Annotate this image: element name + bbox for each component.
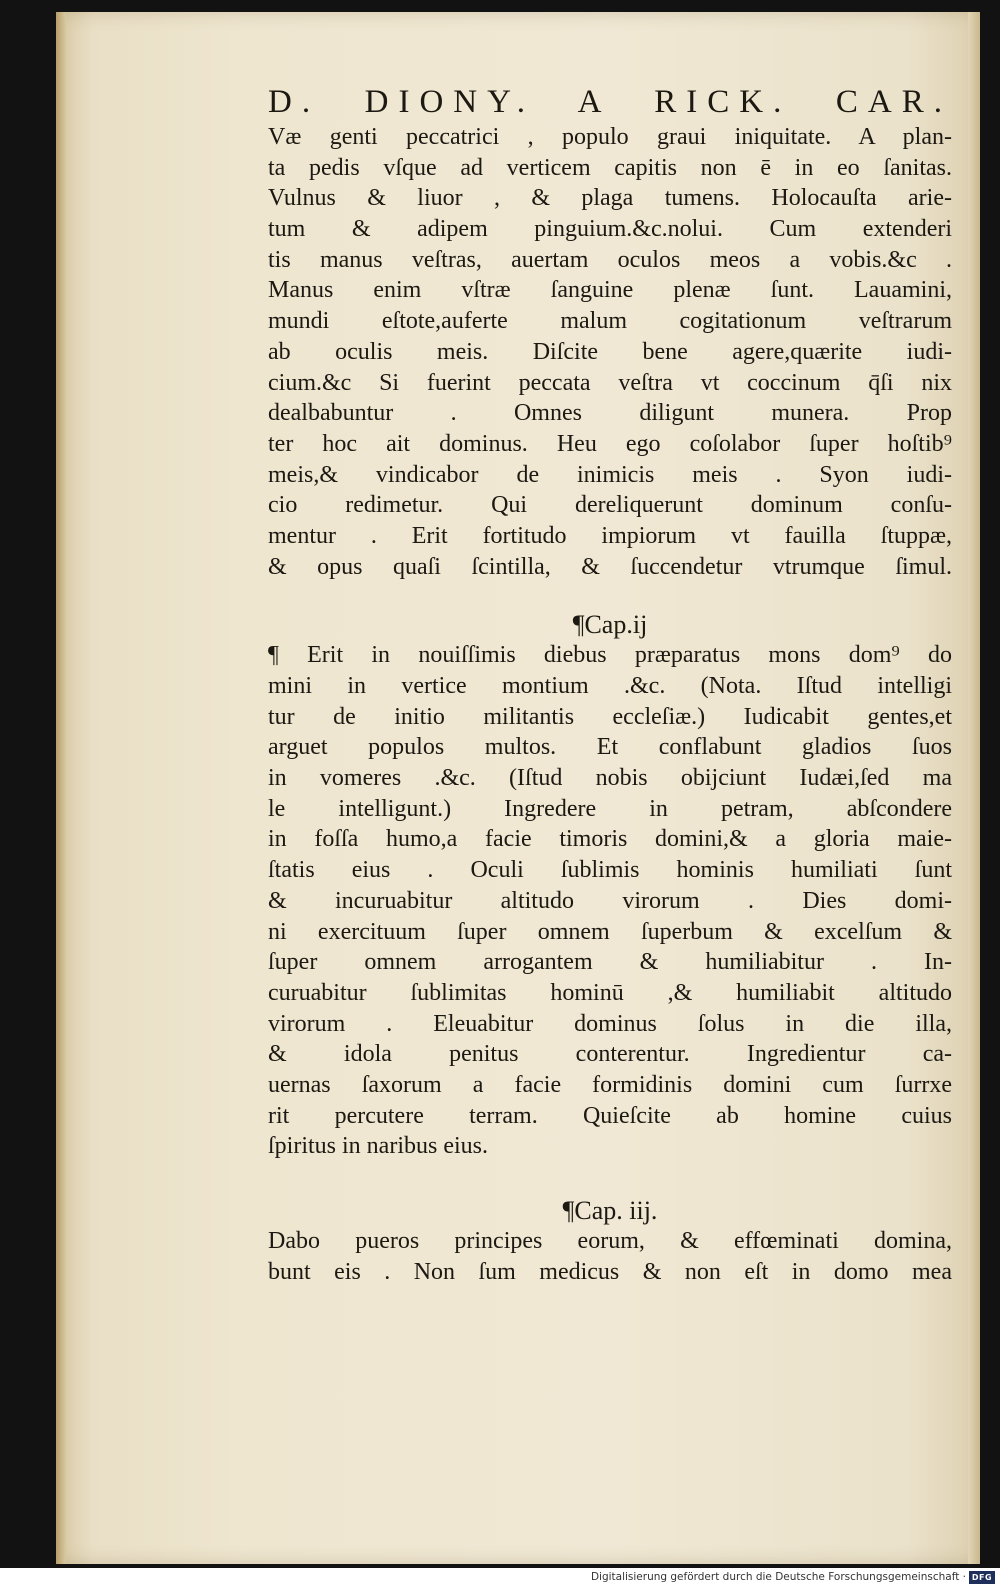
text-line: ni exercituum ſuper omnem ſuperbum & excelſum &: [268, 918, 952, 945]
text-line: Vulnus & liuor , & plaga tumens. Holocauſta arie-: [268, 185, 952, 212]
text-line: ſpiritus in naribus eius.: [268, 1133, 488, 1160]
text-line: cium.&c Si fuerint peccata veſtra vt coccinum q̄ſi nix: [268, 369, 952, 396]
text-line: tur de initio militantis eccleſiæ.) Iudicabit gentes,et: [268, 703, 952, 730]
text-line: tis manus veſtras, auertam oculos meos a vobis.&c .: [268, 246, 952, 273]
text-line: dealbabuntur . Omnes diligunt munera. Prop: [268, 400, 952, 427]
dfg-logo: DFG: [969, 1571, 995, 1584]
section-2: [268, 640, 952, 1162]
text-line: & opus quaſi ſcintilla, & ſuccendetur vtrumque ſimul.: [268, 553, 952, 580]
section-1: [268, 122, 952, 582]
page-edge-left: [56, 12, 66, 1564]
text-line: arguet populos multos. Et conflabunt gladios ſuos: [268, 734, 952, 761]
text-line: Væ genti peccatrici , populo graui iniquitate. A plan-: [268, 124, 952, 150]
funding-credit: Digitalisierung gefördert durch die Deutsche Forschungsgemeinschaft ·: [590, 1571, 966, 1583]
text-line: ſuper omnem arrogantem & humiliabitur . In-: [268, 949, 952, 976]
text-line: meis,& vindicabor de inimicis meis . Syon iudi-: [268, 461, 952, 488]
text-line: ta pedis vſque ad verticem capitis non ē in eo ſanitas.: [268, 154, 952, 181]
text-line: bunt eis . Non ſum medicus & non eſt in domo mea: [268, 1258, 952, 1285]
text-line: ſtatis eius . Oculi ſublimis hominis humiliati ſunt: [268, 857, 952, 884]
text-line: curuabitur ſublimitas hominū ,& humiliabit altitudo: [268, 979, 952, 1006]
page-text-block: [268, 82, 952, 1287]
spacer: [268, 582, 952, 610]
text-line: cio redimetur. Qui dereliquerunt dominum conſu-: [268, 492, 952, 519]
section-3: [268, 1226, 952, 1287]
text-line: in vomeres .&c. (Iſtud nobis obijciunt Iudæi,ſed ma: [268, 765, 952, 792]
text-line: ter hoc ait dominus. Heu ego coſolabor ſuper hoſtib⁹: [268, 430, 952, 457]
text-line: & idola penitus conterentur. Ingredientur ca-: [268, 1041, 952, 1068]
text-line: Manus enim vſtræ ſanguine plenæ ſunt. Lauamini,: [268, 277, 952, 304]
text-line: ab oculis meis. Diſcite bene agere,quærite iudi-: [268, 338, 952, 365]
text-line: uernas ſaxorum a facie formidinis domini cum ſurrxe: [268, 1071, 952, 1098]
text-line: in foſſa humo,a facie timoris domini,& a gloria maie-: [268, 826, 952, 853]
text-line: mentur . Erit fortitudo impiorum vt fauilla ſtuppæ,: [268, 522, 952, 549]
text-line: ¶ Erit in nouiſſimis diebus præparatus mons dom⁹ do: [268, 642, 952, 669]
text-line: rit percutere terram. Quieſcite ab homine cuius: [268, 1102, 952, 1129]
spacer: [268, 1162, 952, 1196]
text-line: virorum . Eleuabitur dominus ſolus in die illa,: [268, 1010, 952, 1037]
text-line: mini in vertice montium .&c. (Nota. Iſtud intelligi: [268, 673, 952, 699]
text-line: le intelligunt.) Ingredere in petram, abſcondere: [268, 795, 952, 822]
chapter-heading-3: ¶Cap. iij.: [562, 1196, 658, 1225]
page-edge-right: [968, 12, 980, 1564]
text-line: Dabo pueros principes eorum, & effœminati domina,: [268, 1228, 952, 1254]
text-line: & incuruabitur altitudo virorum . Dies domi-: [268, 887, 952, 914]
running-head: D. DIONY. A RICK. CAR.: [268, 84, 952, 120]
text-line: tum & adipem pinguium.&c.nolui. Cum extenderi: [268, 216, 952, 243]
chapter-heading-2: ¶Cap.ij: [572, 610, 648, 640]
text-line: mundi eſtote,auferte malum cogitationum veſtrarum: [268, 308, 952, 335]
